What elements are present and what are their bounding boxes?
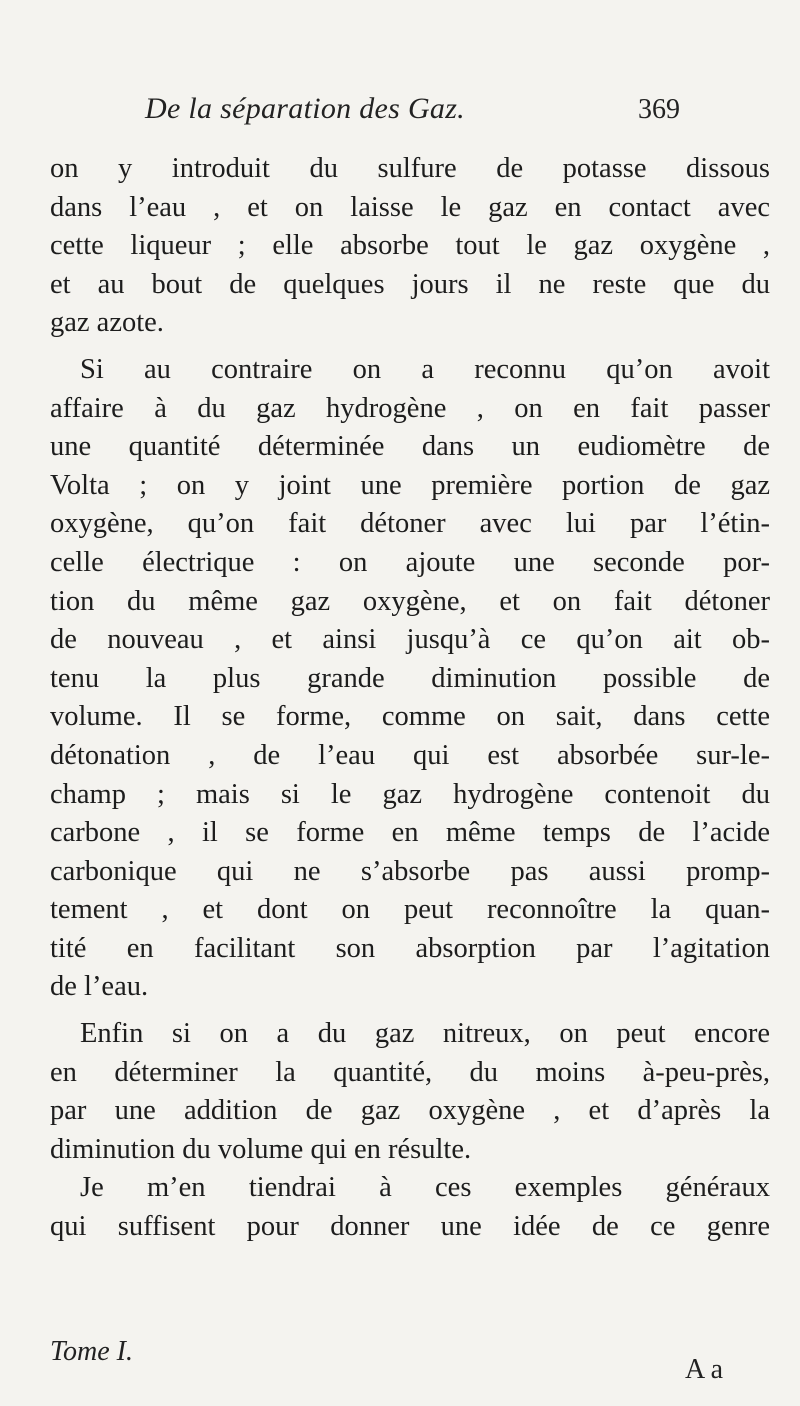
text-line: on y introduit du sulfure de potasse dissous — [50, 153, 770, 184]
text-line: tenu la plus grande diminution possible de — [50, 662, 770, 694]
text-line: carbonique qui ne s’absorbe pas aussi promp- — [50, 855, 770, 887]
text-line: tion du même gaz oxygène, et on fait détoner — [50, 585, 770, 617]
text-line: Je m’en tiendrai à ces exemples généraux — [80, 1172, 770, 1204]
text-line: tité en facilitant son absorption par l’agitation — [50, 932, 770, 964]
text-line: détonation , de l’eau qui est absorbée sur-le- — [50, 739, 770, 771]
text-line: volume. Il se forme, comme on sait, dans cette — [50, 701, 770, 733]
running-title: De la séparation des Gaz. — [145, 92, 465, 125]
text-line: tement , et dont on peut reconnoître la quan- — [50, 894, 770, 926]
text-line: oxygène, qu’on fait détoner avec lui par l’étin- — [50, 508, 770, 540]
text-line: Volta ; on y joint une première portion de gaz — [50, 469, 770, 501]
page-number: 369 — [638, 94, 680, 125]
text-line: une quantité déterminée dans un eudiomètre de — [50, 431, 770, 463]
text-line: affaire à du gaz hydrogène , on en fait passer — [50, 392, 770, 424]
text-line: gaz azote. — [50, 307, 164, 339]
gathering-mark: A a — [685, 1354, 724, 1385]
text-line: champ ; mais si le gaz hydrogène contenoit du — [50, 778, 770, 810]
text-line: carbone , il se forme en même temps de l’acide — [50, 817, 770, 849]
text-line: diminution du volume qui en résulte. — [50, 1133, 472, 1165]
text-line: qui suffisent pour donner une idée de ce genre — [50, 1211, 770, 1243]
text-line: Si au contraire on a reconnu qu’on avoit — [80, 353, 770, 385]
text-line: de nouveau , et ainsi jusqu’à ce qu’on ait ob- — [50, 624, 770, 656]
text-line: par une addition de gaz oxygène , et d’après la — [50, 1095, 770, 1127]
page-header — [145, 92, 680, 132]
text-line: celle électrique : on ajoute une seconde por- — [50, 546, 770, 578]
body-text — [50, 150, 770, 1247]
text-line: dans l’eau , et on laisse le gaz en contact avec — [50, 191, 770, 223]
text-line: et au bout de quelques jours il ne reste que du — [50, 268, 770, 300]
text-line: de l’eau. — [50, 971, 149, 1003]
page-footer — [50, 1336, 770, 1396]
signature-mark: Tome I. — [50, 1336, 133, 1367]
text-line: cette liqueur ; elle absorbe tout le gaz oxygène , — [50, 230, 770, 262]
text-line: Enfin si on a du gaz nitreux, on peut encore — [80, 1018, 770, 1050]
text-line: en déterminer la quantité, du moins à-peu-près, — [50, 1056, 770, 1088]
